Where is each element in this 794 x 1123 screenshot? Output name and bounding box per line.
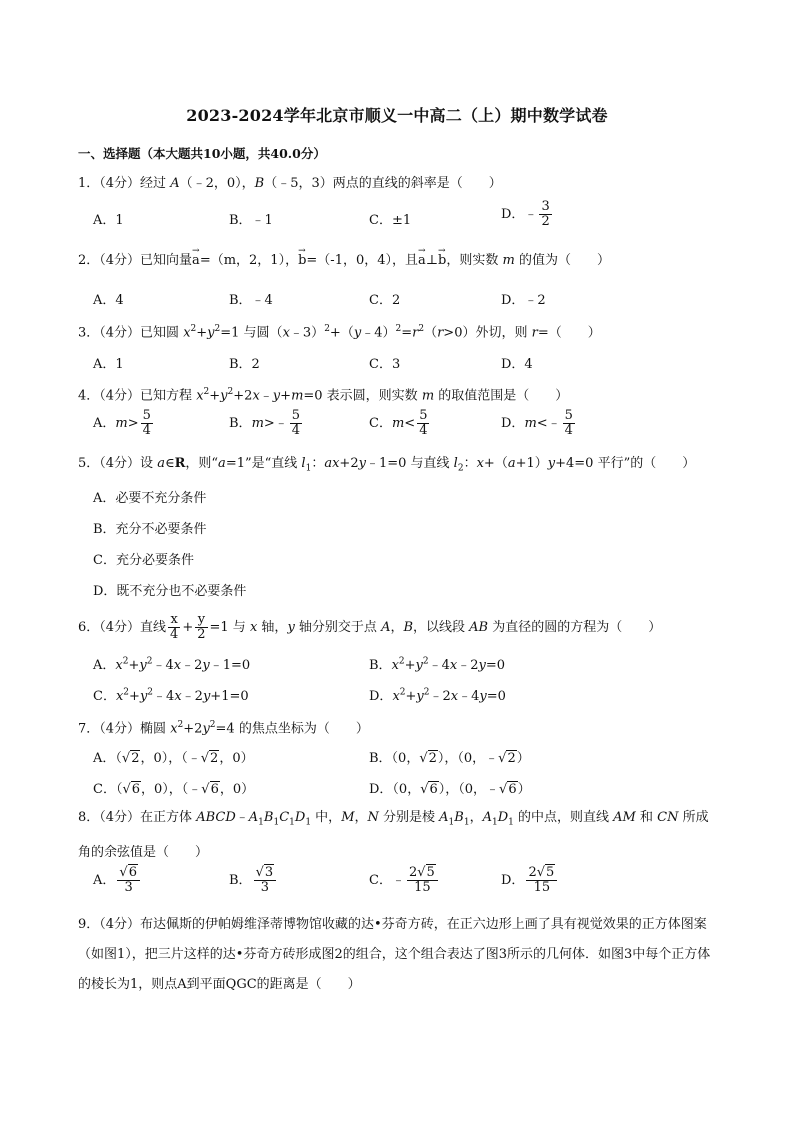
- q5-option-a: A．必要不充分条件: [93, 491, 207, 506]
- q3-option-d: D．4: [501, 357, 533, 372]
- q7-option-c: C．（√6，0），（﹣√6，0）: [93, 782, 255, 797]
- q6-option-b: B．$x^2+y^2﹣4x﹣2y=0$: [369, 656, 506, 673]
- q4-option-d: D．m<﹣ $\frac{5}{4}$: [501, 408, 573, 438]
- question-9-stem: 9．（4分）布达佩斯的伊帕姆维泽蒂博物馆收藏的达•芬奇方砖，在正六边形上画了具有视觉效果的正方体图案（如图1），把三片这样的达•芬奇方砖形成图2的组合，这个组合表达了图3所示的几何体．如图3中每个正方体的棱长为1，则点A到平面QGC的距离是（ ）: [78, 917, 711, 992]
- q6-option-d: D．$x^2+y^2﹣2x﹣4y=0$: [369, 687, 506, 704]
- q2-option-a: A．4: [93, 293, 124, 308]
- q8-option-b: B． $\frac{√3}{3}$: [229, 866, 278, 895]
- q6-option-a: A．$x^2+y^2﹣4x﹣2y﹣1=0$: [93, 656, 251, 673]
- q7-option-d: D．（0，√6），（0，﹣√6）: [369, 782, 531, 797]
- q1-option-d: D．﹣ $\frac{3}{2}$: [501, 199, 550, 229]
- question-8-stem: 8．（4分）在正方体 $ABCD﹣A_1B_1C_1D_1$ 中，M，N 分别是棱 $A_1B_1$，$A_1D_1$ 的中点，则直线 AM 和 CN 所成角的余弦值是（ ）: [78, 810, 709, 860]
- q3-option-b: B．2: [229, 357, 260, 372]
- q2-option-d: D．﹣2: [501, 293, 546, 308]
- question-5-stem: 5．（4分）设 a∈R，则“a=1”是“直线 $l_1$：ax+2y﹣1=0 与直线 $l_2$：x+（a+1）y+4=0 平行”的（ ）: [78, 456, 696, 474]
- q2-option-b: B．﹣4: [229, 293, 273, 308]
- question-4-stem: 4．（4分）已知方程 $x^2+y^2+2x﹣y+m=0$ 表示圆，则实数 m 的取值范围是（ ）: [78, 387, 569, 404]
- section-heading: 一、选择题（本大题共10小题，共40.0分）: [78, 146, 326, 161]
- q4-option-a: A．m> $\frac{5}{4}$: [93, 408, 151, 438]
- paper-title: 2023-2024学年北京市顺义一中高二（上）期中数学试卷: [186, 106, 608, 125]
- q5-option-d: D．既不充分也不必要条件: [93, 584, 247, 599]
- q1-option-a: A．1: [93, 213, 124, 228]
- q8-option-d: D． $\frac{2√5}{15}$: [501, 866, 559, 895]
- q7-option-b: B．（0，√2），（0，﹣√2）: [369, 751, 530, 766]
- q8-option-a: A． $\frac{√6}{3}$: [93, 866, 142, 895]
- q6-option-c: C．$x^2+y^2﹣4x﹣2y+1=0$: [93, 687, 249, 704]
- q3-option-a: A．1: [93, 357, 124, 372]
- q4-option-c: C．m< $\frac{5}{4}$: [369, 408, 428, 438]
- q7-option-a: A．（√2，0），（﹣√2，0）: [93, 751, 254, 766]
- q3-option-c: C．3: [369, 357, 401, 372]
- q2-option-c: C．2: [369, 293, 401, 308]
- q4-option-b: B．m>﹣ $\frac{5}{4}$: [229, 408, 301, 438]
- question-1-stem: 1．（4分）经过 A（﹣2，0），B（﹣5，3）两点的直线的斜率是（ ）: [78, 176, 502, 191]
- q5-option-c: C．充分必要条件: [93, 553, 194, 568]
- q1-option-b: B．﹣1: [229, 213, 273, 228]
- question-2-stem: 2．（4分）已知向量→ a=（m，2，1），→ b=（-1，0，4），且→ a⊥→ b，则实数 m 的值为（ ）: [78, 252, 610, 270]
- question-3-stem: 3．（4分）已知圆 $x^2+y^2=1$ 与圆$(x﹣3)^2+(y﹣4)^2=r^2(r>0)$外切，则 r=（ ）: [78, 324, 601, 341]
- question-7-stem: 7．（4分）椭圆 $x^2+2y^2=4$ 的焦点坐标为（ ）: [78, 720, 369, 737]
- q5-option-b: B．充分不必要条件: [93, 522, 207, 537]
- q8-option-c: C．﹣ $\frac{2√5}{15}$: [369, 866, 440, 895]
- q1-option-c: C．±1: [369, 213, 412, 228]
- question-6-stem: 6．（4分）直线 $\frac{x}{4}$ + $\frac{y}{2}$ =1 与 x 轴，y 轴分别交于点 A，B，以线段 AB 为直径的圆的方程为（ ）: [78, 612, 662, 642]
